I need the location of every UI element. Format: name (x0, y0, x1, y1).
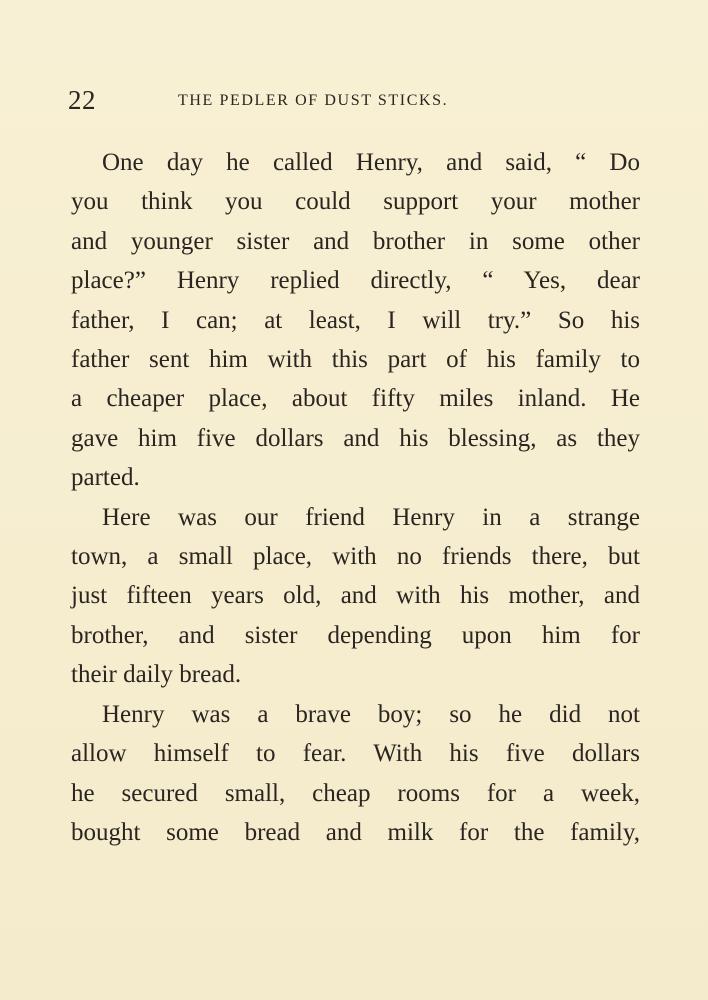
text-line: you think you could support your mother (71, 188, 640, 216)
text-line: Henry was a brave boy; so he did not (102, 700, 640, 728)
paragraph (71, 695, 640, 853)
page-number: 22 (68, 85, 96, 115)
text-line: brother, and sister depending upon him for (71, 621, 640, 649)
text-line: One day he called Henry, and said, “ Do (102, 149, 640, 176)
text-line: bought some bread and milk for the family, (71, 818, 640, 846)
body-text (71, 143, 640, 852)
text-line: father sent him with this part of his family to (71, 346, 640, 374)
text-line: parted. (71, 464, 140, 492)
text-line: place?” Henry replied directly, “ Yes, dear (71, 267, 640, 295)
page-header (68, 84, 640, 116)
text-line: and younger sister and brother in some other (71, 227, 640, 255)
text-line: he secured small, cheap rooms for a week, (71, 779, 640, 807)
text-line: gave him five dollars and his blessing, as they (71, 424, 640, 452)
text-line: father, I can; at least, I will try.” So his (71, 306, 640, 334)
text-line: town, a small place, with no friends there, but (71, 543, 640, 571)
text-line: their daily bread. (71, 661, 242, 689)
text-line: a cheaper place, about fifty miles inland. He (71, 385, 640, 413)
paragraph (71, 143, 640, 498)
text-line: Here was our friend Henry in a strange (102, 503, 640, 531)
paragraph (71, 498, 640, 695)
text-line: allow himself to fear. With his five dollars (71, 740, 640, 768)
text-line: just fifteen years old, and with his mother, and (71, 582, 640, 610)
running-head: THE PEDLER OF DUST STICKS. (178, 92, 449, 109)
